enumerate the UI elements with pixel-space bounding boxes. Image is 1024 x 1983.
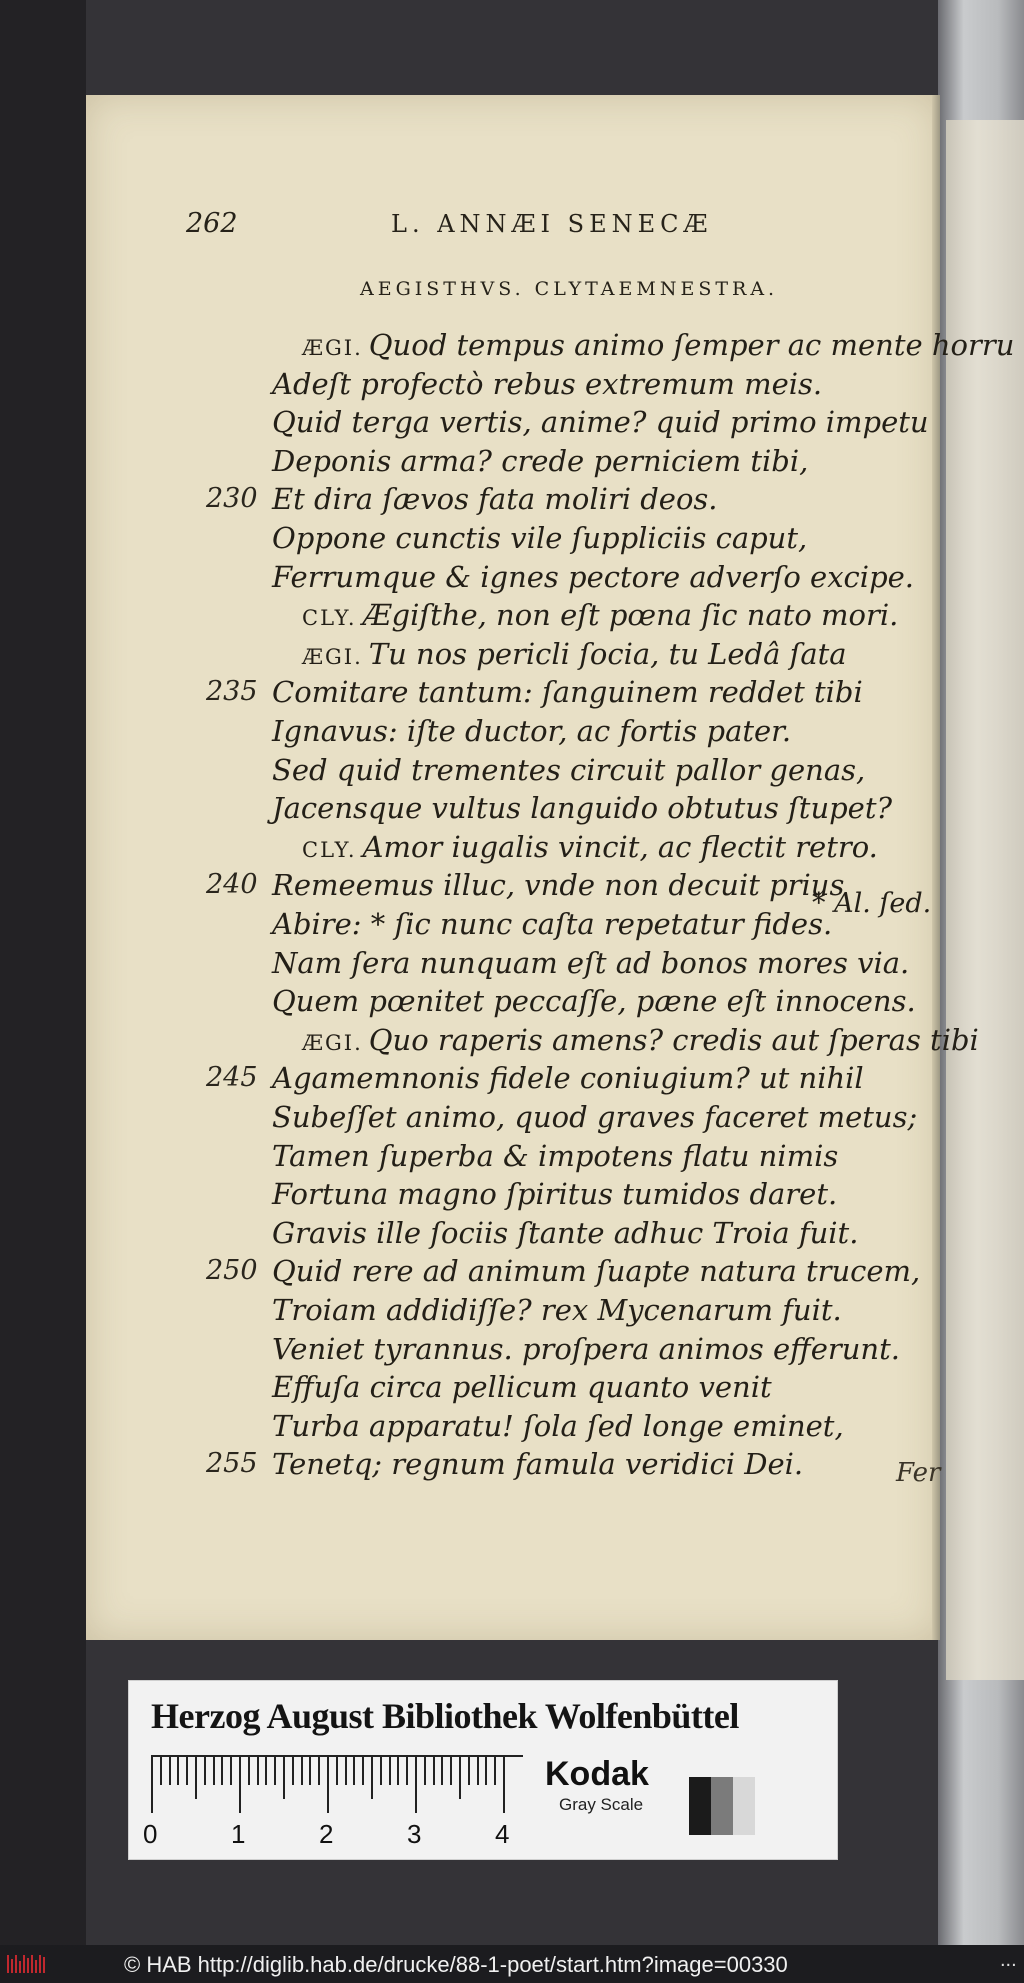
verse-line bbox=[302, 327, 1014, 363]
ruler-tick bbox=[177, 1757, 179, 1785]
ruler-tick bbox=[397, 1757, 399, 1785]
verse-text: Et dira ſævos fata moliri deos. bbox=[272, 482, 718, 516]
gray-scale-label: Gray Scale bbox=[559, 1795, 644, 1814]
ruler-tick bbox=[292, 1757, 294, 1785]
verse-text: Agamemnonis fidele coniugium? ut nihil bbox=[272, 1061, 864, 1095]
ruler-tick bbox=[362, 1757, 364, 1785]
ruler-tick bbox=[186, 1757, 188, 1785]
verse-text: Troiam addidiſſe? rex Mycenarum fuit. bbox=[272, 1293, 842, 1327]
verse-line bbox=[272, 1060, 864, 1096]
verse-line bbox=[272, 1215, 858, 1251]
ruler-number: 3 bbox=[407, 1819, 422, 1849]
ruler-tick bbox=[283, 1757, 285, 1799]
ruler-tick bbox=[204, 1757, 206, 1785]
ruler-tick bbox=[301, 1757, 303, 1785]
verse-text: Quod tempus animo ſemper ac mente horru bbox=[368, 328, 1015, 362]
verse-text: Quid rere ad animum ſuapte natura trucem, bbox=[272, 1254, 921, 1288]
verse-text: Ferrumque & ignes pectore adverſo excipe. bbox=[272, 560, 915, 594]
verse-line bbox=[272, 404, 929, 440]
verse-line bbox=[272, 1099, 917, 1135]
ruler-tick bbox=[230, 1757, 232, 1785]
left-shadow bbox=[0, 0, 86, 1945]
scale-ruler bbox=[151, 1755, 523, 1813]
ruler-tick bbox=[415, 1757, 417, 1813]
ruler-tick bbox=[424, 1757, 426, 1785]
speakers-heading: AEGISTHVS. CLYTAEMNESTRA. bbox=[360, 278, 779, 300]
ruler-tick bbox=[450, 1757, 452, 1785]
kodak-logo: Kodak bbox=[545, 1755, 649, 1793]
verse-line bbox=[272, 1446, 803, 1482]
ruler-tick bbox=[151, 1757, 153, 1813]
speaker-label: ÆGI. bbox=[302, 336, 363, 360]
ruler-tick bbox=[389, 1757, 391, 1785]
verse-text: Sed quid trementes circuit pallor genas, bbox=[272, 753, 866, 787]
gray-swatch bbox=[733, 1777, 755, 1835]
gray-swatch bbox=[689, 1777, 711, 1835]
verse-line bbox=[272, 366, 822, 402]
ruler-tick bbox=[503, 1757, 505, 1813]
ruler-tick bbox=[239, 1757, 241, 1813]
verse-text: Quem pœnitet peccaſſe, pæne eſt innocens. bbox=[272, 984, 916, 1018]
gray-swatch bbox=[711, 1777, 733, 1835]
line-number: 255 bbox=[206, 1448, 258, 1479]
footer-bar bbox=[0, 1945, 1024, 1983]
verse-line bbox=[302, 636, 847, 672]
verse-text: Ægiſthe, non eſt pœna ſic nato mori. bbox=[362, 598, 899, 632]
verse-text: Adeſt profectò rebus extremum meis. bbox=[272, 367, 823, 401]
verse-text: Amor iugalis vincit, ac flectit retro. bbox=[362, 830, 878, 864]
verse-line bbox=[272, 520, 807, 556]
ruler-tick bbox=[406, 1757, 408, 1785]
verse-text: Abire: * ſic nunc caſta repetatur fides. bbox=[272, 907, 833, 941]
verse-line bbox=[272, 1369, 772, 1405]
verse-text: Quo raperis amens? credis aut ſperas tibi bbox=[368, 1023, 979, 1057]
verse-line bbox=[272, 1138, 838, 1174]
verse-text: Tamen ſuperba & impotens flatu nimis bbox=[272, 1139, 839, 1173]
line-number: 250 bbox=[206, 1255, 258, 1286]
ruler-tick bbox=[380, 1757, 382, 1785]
verse-text: Effuſa circa pellicum quanto venit bbox=[272, 1370, 772, 1404]
ruler-tick bbox=[169, 1757, 171, 1785]
verse-line bbox=[272, 481, 718, 517]
verse-text: Comitare tantum: ſanguinem reddet tibi bbox=[272, 675, 863, 709]
ruler-tick bbox=[257, 1757, 259, 1785]
verse-line bbox=[272, 1331, 900, 1367]
ruler-number: 2 bbox=[319, 1819, 334, 1849]
verse-line bbox=[272, 674, 863, 710]
verse-text: Fortuna magno ſpiritus tumidos daret. bbox=[272, 1177, 838, 1211]
library-title: Herzog August Bibliothek Wolfenbüttel bbox=[151, 1696, 739, 1736]
ruler-tick bbox=[221, 1757, 223, 1785]
ruler-tick bbox=[274, 1757, 276, 1785]
ruler-tick bbox=[485, 1757, 487, 1785]
verse-line bbox=[272, 559, 914, 595]
verse-text: Nam ſera nunquam eſt ad bonos mores via. bbox=[272, 946, 910, 980]
verse-text: Jacensque vultus languido obtutus ſtupet? bbox=[272, 791, 893, 825]
ruler-tick bbox=[318, 1757, 320, 1785]
verse-line bbox=[272, 1292, 842, 1328]
ruler-tick bbox=[433, 1757, 435, 1785]
ruler-tick bbox=[477, 1757, 479, 1785]
verse-line bbox=[272, 443, 808, 479]
catchword: Fer bbox=[896, 1458, 941, 1488]
running-head: L. ANNÆI SENECÆ bbox=[391, 210, 713, 238]
line-number: 245 bbox=[206, 1062, 258, 1093]
verse-line bbox=[302, 1022, 979, 1058]
ruler-tick bbox=[353, 1757, 355, 1785]
verse-text: Tenetq; regnum famula veridici Dei. bbox=[272, 1447, 804, 1481]
ruler-tick bbox=[265, 1757, 267, 1785]
verse-line bbox=[272, 752, 865, 788]
ruler-tick bbox=[248, 1757, 250, 1785]
ruler-tick bbox=[309, 1757, 311, 1785]
ruler-tick bbox=[371, 1757, 373, 1799]
verse-line bbox=[272, 867, 844, 903]
verse-text: Gravis ille ſociis ſtante adhuc Troia fuit. bbox=[272, 1216, 859, 1250]
ruler-number: 1 bbox=[231, 1819, 246, 1849]
color-card bbox=[128, 1680, 838, 1860]
ruler-number: 4 bbox=[495, 1819, 510, 1849]
ruler-tick bbox=[441, 1757, 443, 1785]
ruler-tick bbox=[213, 1757, 215, 1785]
verse-text: Ignavus: iſte ductor, ac fortis pater. bbox=[272, 714, 792, 748]
hab-logo-icon bbox=[6, 1953, 46, 1975]
ruler-tick bbox=[494, 1757, 496, 1785]
speaker-label: ÆGI. bbox=[302, 1031, 363, 1055]
verse-text: Turba apparatu! ſola ſed longe eminet, bbox=[272, 1409, 844, 1443]
page-header bbox=[186, 208, 916, 248]
verse-text: Tu nos pericli ſocia, tu Ledâ ſata bbox=[368, 637, 847, 671]
ruler-tick bbox=[345, 1757, 347, 1785]
verse-line bbox=[272, 906, 832, 942]
verse-text: Oppone cunctis vile ſuppliciis caput, bbox=[272, 521, 808, 555]
speaker-label: ÆGI. bbox=[302, 645, 363, 669]
ruler-tick bbox=[459, 1757, 461, 1799]
verse-line bbox=[302, 829, 878, 865]
ruler-tick bbox=[195, 1757, 197, 1799]
ruler-tick bbox=[327, 1757, 329, 1813]
verse-line bbox=[272, 790, 892, 826]
more-menu[interactable]: ... bbox=[1000, 1949, 1017, 1971]
line-number: 230 bbox=[206, 483, 258, 514]
page-number: 262 bbox=[186, 208, 238, 239]
verse-line bbox=[302, 597, 898, 633]
verse-line bbox=[272, 1408, 844, 1444]
verse-line bbox=[272, 1176, 837, 1212]
verse-text: Deponis arma? crede perniciem tibi, bbox=[272, 444, 809, 478]
verse-line bbox=[272, 945, 909, 981]
speaker-label: CLY. bbox=[302, 838, 357, 862]
ruler-number: 0 bbox=[143, 1819, 158, 1849]
ruler-tick bbox=[336, 1757, 338, 1785]
ruler-tick bbox=[468, 1757, 470, 1785]
speaker-label: CLY. bbox=[302, 606, 357, 630]
line-number: 240 bbox=[206, 869, 258, 900]
verse-text: Remeemus illuc, vnde non decuit prius bbox=[272, 868, 845, 902]
ruler-tick bbox=[160, 1757, 162, 1785]
verse-line bbox=[272, 713, 791, 749]
margin-note: * Al. ſed. bbox=[812, 888, 932, 919]
verse-text: Quid terga vertis, anime? quid primo impetu bbox=[272, 405, 929, 439]
verse-text: Subeſſet animo, quod graves faceret metus; bbox=[272, 1100, 918, 1134]
verse-line bbox=[272, 983, 916, 1019]
line-number: 235 bbox=[206, 676, 258, 707]
verse-line bbox=[272, 1253, 920, 1289]
copyright-link[interactable]: © HAB http://diglib.hab.de/drucke/88-1-poet/start.htm?image=00330 bbox=[124, 1952, 788, 1977]
verse-text: Veniet tyrannus. proſpera animos efferunt. bbox=[272, 1332, 900, 1366]
